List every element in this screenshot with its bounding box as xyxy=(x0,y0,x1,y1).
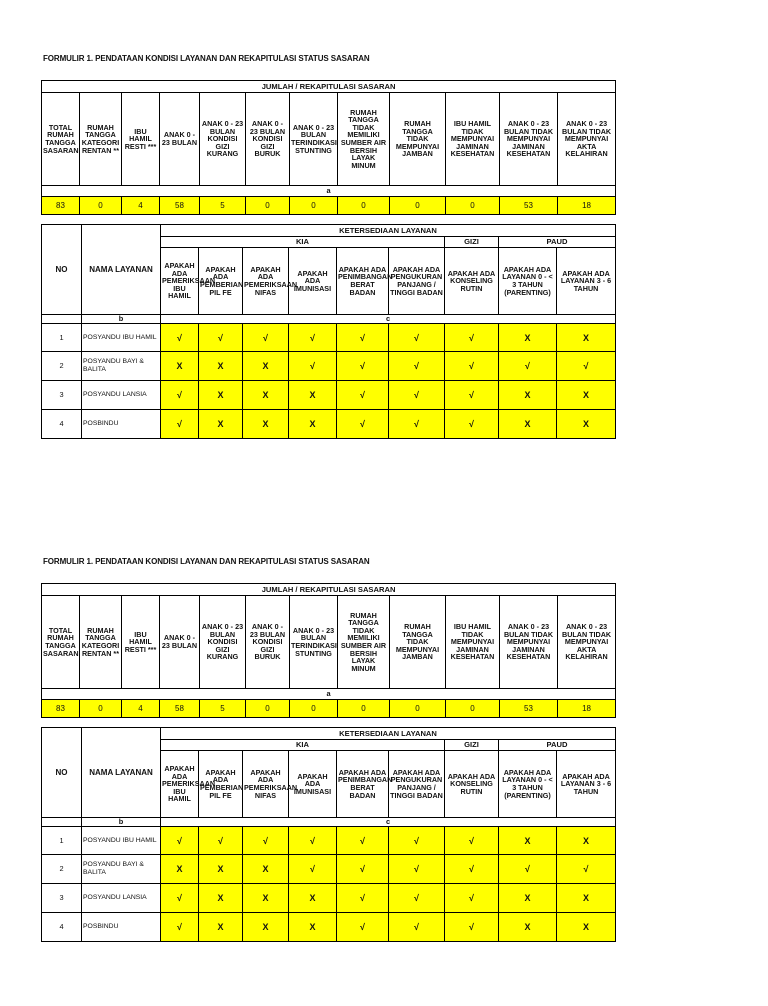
availability-mark: √ xyxy=(161,827,199,855)
availability-mark: √ xyxy=(445,324,499,352)
availability-mark: X xyxy=(199,855,243,884)
availability-mark: √ xyxy=(337,913,389,942)
availability-mark: X xyxy=(243,352,289,381)
availability-mark: √ xyxy=(289,352,337,381)
availability-mark: X xyxy=(243,884,289,913)
availability-mark: X xyxy=(243,855,289,884)
summary-table-wrap xyxy=(41,583,616,718)
summary-table-wrap xyxy=(41,80,616,215)
summary-value: 58 xyxy=(160,197,200,215)
summary-table xyxy=(41,80,616,215)
row-number: 1 xyxy=(42,827,82,855)
availability-column-header: APAKAH ADA PEMERIKSAAN NIFAS xyxy=(243,248,289,315)
availability-mark: √ xyxy=(389,324,445,352)
availability-mark: √ xyxy=(389,913,445,942)
availability-mark: X xyxy=(499,381,557,410)
availability-mark: √ xyxy=(445,352,499,381)
availability-mark: X xyxy=(199,913,243,942)
table-row xyxy=(42,913,616,942)
availability-mark: √ xyxy=(389,352,445,381)
table-row xyxy=(42,352,616,381)
row-number: 1 xyxy=(42,324,82,352)
summary-table xyxy=(41,583,616,718)
availability-column-header: APAKAH ADA KONSELING RUTIN xyxy=(445,248,499,315)
availability-mark: X xyxy=(557,324,616,352)
availability-mark: X xyxy=(199,884,243,913)
no-header: NO xyxy=(42,225,82,315)
availability-mark: √ xyxy=(389,827,445,855)
label-c: c xyxy=(161,818,616,827)
availability-column-header: APAKAH ADA IMUNISASI xyxy=(289,751,337,818)
availability-mark: √ xyxy=(161,410,199,439)
availability-column-header: APAKAH ADA LAYANAN 0 - < 3 TAHUN (PARENTING) xyxy=(499,751,557,818)
summary-value: 18 xyxy=(558,700,616,718)
group-header-gizi: GIZI xyxy=(445,237,499,248)
summary-column-header: ANAK 0 - 23 BULAN TIDAK MEMPUNYAI JAMINAN KESEHATAN xyxy=(500,93,558,186)
availability-mark: √ xyxy=(289,855,337,884)
row-number: 4 xyxy=(42,410,82,439)
service-name: POSBINDU xyxy=(82,913,161,942)
availability-mark: √ xyxy=(445,381,499,410)
availability-mark: √ xyxy=(389,381,445,410)
summary-value: 4 xyxy=(122,197,160,215)
availability-mark: X xyxy=(161,855,199,884)
availability-column-header: APAKAH ADA PENIMBANGAN BERAT BADAN xyxy=(337,248,389,315)
service-name: POSYANDU IBU HAMIL xyxy=(82,324,161,352)
availability-column-header: APAKAH ADA LAYANAN 3 - 6 TAHUN xyxy=(557,751,616,818)
availability-mark: X xyxy=(499,827,557,855)
availability-mark: √ xyxy=(445,884,499,913)
availability-header: KETERSEDIAAN LAYANAN xyxy=(161,728,616,740)
availability-header: KETERSEDIAAN LAYANAN xyxy=(161,225,616,237)
summary-column-header: RUMAH TANGGA TIDAK MEMILIKI SUMBER AIR BERSIH LAYAK MINUM xyxy=(338,93,390,186)
table-row xyxy=(42,827,616,855)
group-header-gizi: GIZI xyxy=(445,740,499,751)
availability-column-header: APAKAH ADA PENIMBANGAN BERAT BADAN xyxy=(337,751,389,818)
availability-mark: √ xyxy=(289,324,337,352)
availability-mark: √ xyxy=(445,410,499,439)
availability-mark: √ xyxy=(161,381,199,410)
summary-column-header: ANAK 0 - 23 BULAN TIDAK MEMPUNYAI AKTA KELAHIRAN xyxy=(558,596,616,689)
group-header-kia: KIA xyxy=(161,740,445,751)
summary-column-header: TOTAL RUMAH TANGGA SASARAN xyxy=(42,596,80,689)
table-row xyxy=(42,324,616,352)
availability-column-header: APAKAH ADA PEMERIKSAAN NIFAS xyxy=(243,751,289,818)
summary-column-header: ANAK 0 - 23 BULAN TIDAK MEMPUNYAI AKTA KELAHIRAN xyxy=(558,93,616,186)
service-name: POSYANDU LANSIA xyxy=(82,884,161,913)
summary-value: 83 xyxy=(42,197,80,215)
availability-mark: √ xyxy=(557,855,616,884)
form-section xyxy=(0,557,768,987)
availability-column-header: APAKAH ADA PEMBERIAN PIL FE xyxy=(199,751,243,818)
label-c: c xyxy=(161,315,616,324)
summary-value: 0 xyxy=(446,197,500,215)
availability-mark: √ xyxy=(243,827,289,855)
availability-mark: X xyxy=(289,381,337,410)
availability-mark: √ xyxy=(289,827,337,855)
label-b: b xyxy=(82,818,161,827)
label-b: b xyxy=(82,315,161,324)
availability-mark: √ xyxy=(199,324,243,352)
summary-column-header: RUMAH TANGGA KATEGORI RENTAN ** xyxy=(80,93,122,186)
summary-column-header: ANAK 0 - 23 BULAN TERINDIKASI STUNTING xyxy=(290,596,338,689)
availability-mark: √ xyxy=(445,855,499,884)
availability-mark: √ xyxy=(337,855,389,884)
row-number: 2 xyxy=(42,855,82,884)
availability-table-wrap xyxy=(41,727,616,942)
label-a: a xyxy=(42,689,616,700)
service-name-header: NAMA LAYANAN xyxy=(82,225,161,315)
availability-mark: √ xyxy=(161,324,199,352)
availability-mark: X xyxy=(199,352,243,381)
summary-value: 0 xyxy=(80,197,122,215)
summary-value: 0 xyxy=(246,700,290,718)
table-row xyxy=(42,855,616,884)
row-number: 3 xyxy=(42,884,82,913)
group-header-paud: PAUD xyxy=(499,237,616,248)
row-number: 3 xyxy=(42,381,82,410)
availability-mark: X xyxy=(199,381,243,410)
availability-mark: √ xyxy=(337,352,389,381)
availability-mark: X xyxy=(557,913,616,942)
label-a: a xyxy=(42,186,616,197)
summary-column-header: ANAK 0 - 23 BULAN TIDAK MEMPUNYAI JAMINAN KESEHATAN xyxy=(500,596,558,689)
summary-column-header: IBU HAMIL RESTI *** xyxy=(122,93,160,186)
row-number: 2 xyxy=(42,352,82,381)
summary-value: 53 xyxy=(500,197,558,215)
service-name: POSYANDU BAYI & BALITA xyxy=(82,352,161,381)
availability-mark: √ xyxy=(337,884,389,913)
availability-column-header: APAKAH ADA PEMERIKSAAN IBU HAMIL xyxy=(161,248,199,315)
availability-mark: X xyxy=(289,410,337,439)
summary-column-header: ANAK 0 - 23 BULAN xyxy=(160,596,200,689)
service-name: POSYANDU BAYI & BALITA xyxy=(82,855,161,884)
table-row xyxy=(42,410,616,439)
summary-column-header: IBU HAMIL TIDAK MEMPUNYAI JAMINAN KESEHATAN xyxy=(446,93,500,186)
summary-column-header: IBU HAMIL RESTI *** xyxy=(122,596,160,689)
row-number: 4 xyxy=(42,913,82,942)
availability-mark: X xyxy=(243,913,289,942)
availability-column-header: APAKAH ADA PENGUKURAN PANJANG / TINGGI BADAN xyxy=(389,751,445,818)
availability-column-header: APAKAH ADA PENGUKURAN PANJANG / TINGGI BADAN xyxy=(389,248,445,315)
availability-table xyxy=(41,224,616,439)
availability-mark: X xyxy=(199,410,243,439)
summary-column-header: IBU HAMIL TIDAK MEMPUNYAI JAMINAN KESEHATAN xyxy=(446,596,500,689)
availability-table xyxy=(41,727,616,942)
availability-mark: X xyxy=(499,884,557,913)
summary-value: 0 xyxy=(446,700,500,718)
availability-mark: √ xyxy=(337,324,389,352)
availability-column-header: APAKAH ADA KONSELING RUTIN xyxy=(445,751,499,818)
availability-mark: X xyxy=(243,381,289,410)
summary-value: 0 xyxy=(80,700,122,718)
availability-mark: X xyxy=(161,352,199,381)
availability-mark: √ xyxy=(445,913,499,942)
availability-mark: √ xyxy=(161,884,199,913)
summary-column-header: RUMAH TANGGA KATEGORI RENTAN ** xyxy=(80,596,122,689)
availability-column-header: APAKAH ADA IMUNISASI xyxy=(289,248,337,315)
summary-value: 5 xyxy=(200,197,246,215)
service-name-header: NAMA LAYANAN xyxy=(82,728,161,818)
availability-mark: X xyxy=(557,410,616,439)
form-title: FORMULIR 1. PENDATAAN KONDISI LAYANAN DAN REKAPITULASI STATUS SASARAN xyxy=(43,54,370,63)
availability-mark: X xyxy=(243,410,289,439)
group-header-kia: KIA xyxy=(161,237,445,248)
availability-mark: X xyxy=(499,410,557,439)
summary-column-header: RUMAH TANGGA TIDAK MEMPUNYAI JAMBAN xyxy=(390,596,446,689)
availability-mark: √ xyxy=(389,855,445,884)
availability-mark: X xyxy=(557,381,616,410)
table-row xyxy=(42,884,616,913)
summary-value: 0 xyxy=(290,700,338,718)
availability-column-header: APAKAH ADA PEMBERIAN PIL FE xyxy=(199,248,243,315)
table-row xyxy=(42,381,616,410)
summary-value: 4 xyxy=(122,700,160,718)
summary-column-header: RUMAH TANGGA TIDAK MEMPUNYAI JAMBAN xyxy=(390,93,446,186)
availability-column-header: APAKAH ADA PEMERIKSAAN IBU HAMIL xyxy=(161,751,199,818)
summary-value: 5 xyxy=(200,700,246,718)
availability-mark: X xyxy=(499,913,557,942)
no-header: NO xyxy=(42,728,82,818)
summary-header: JUMLAH / REKAPITULASI SASARAN xyxy=(42,584,616,596)
availability-mark: X xyxy=(289,884,337,913)
summary-column-header: ANAK 0 - 23 BULAN KONDISI GIZI BURUK xyxy=(246,93,290,186)
summary-column-header: ANAK 0 - 23 BULAN TERINDIKASI STUNTING xyxy=(290,93,338,186)
availability-mark: X xyxy=(557,884,616,913)
summary-value: 83 xyxy=(42,700,80,718)
summary-column-header: ANAK 0 - 23 BULAN KONDISI GIZI KURANG xyxy=(200,93,246,186)
availability-mark: √ xyxy=(557,352,616,381)
availability-mark: √ xyxy=(389,884,445,913)
service-name: POSBINDU xyxy=(82,410,161,439)
availability-mark: √ xyxy=(499,855,557,884)
summary-header: JUMLAH / REKAPITULASI SASARAN xyxy=(42,81,616,93)
availability-column-header: APAKAH ADA LAYANAN 3 - 6 TAHUN xyxy=(557,248,616,315)
summary-column-header: RUMAH TANGGA TIDAK MEMILIKI SUMBER AIR BERSIH LAYAK MINUM xyxy=(338,596,390,689)
availability-mark: √ xyxy=(499,352,557,381)
summary-value: 53 xyxy=(500,700,558,718)
availability-mark: √ xyxy=(337,827,389,855)
summary-column-header: ANAK 0 - 23 BULAN KONDISI GIZI KURANG xyxy=(200,596,246,689)
summary-value: 0 xyxy=(246,197,290,215)
availability-mark: √ xyxy=(445,827,499,855)
summary-value: 0 xyxy=(390,197,446,215)
form-section xyxy=(0,54,768,484)
service-name: POSYANDU IBU HAMIL xyxy=(82,827,161,855)
availability-mark: √ xyxy=(243,324,289,352)
availability-mark: √ xyxy=(199,827,243,855)
availability-mark: √ xyxy=(161,913,199,942)
summary-value: 0 xyxy=(338,700,390,718)
availability-mark: X xyxy=(289,913,337,942)
availability-mark: X xyxy=(499,324,557,352)
availability-table-wrap xyxy=(41,224,616,439)
group-header-paud: PAUD xyxy=(499,740,616,751)
summary-column-header: TOTAL RUMAH TANGGA SASARAN xyxy=(42,93,80,186)
summary-column-header: ANAK 0 - 23 BULAN KONDISI GIZI BURUK xyxy=(246,596,290,689)
service-name: POSYANDU LANSIA xyxy=(82,381,161,410)
form-title: FORMULIR 1. PENDATAAN KONDISI LAYANAN DAN REKAPITULASI STATUS SASARAN xyxy=(43,557,370,566)
availability-column-header: APAKAH ADA LAYANAN 0 - < 3 TAHUN (PARENTING) xyxy=(499,248,557,315)
availability-mark: √ xyxy=(389,410,445,439)
availability-mark: √ xyxy=(337,381,389,410)
availability-mark: X xyxy=(557,827,616,855)
availability-mark: √ xyxy=(337,410,389,439)
summary-column-header: ANAK 0 - 23 BULAN xyxy=(160,93,200,186)
summary-value: 0 xyxy=(338,197,390,215)
summary-value: 58 xyxy=(160,700,200,718)
summary-value: 0 xyxy=(290,197,338,215)
summary-value: 0 xyxy=(390,700,446,718)
summary-value: 18 xyxy=(558,197,616,215)
